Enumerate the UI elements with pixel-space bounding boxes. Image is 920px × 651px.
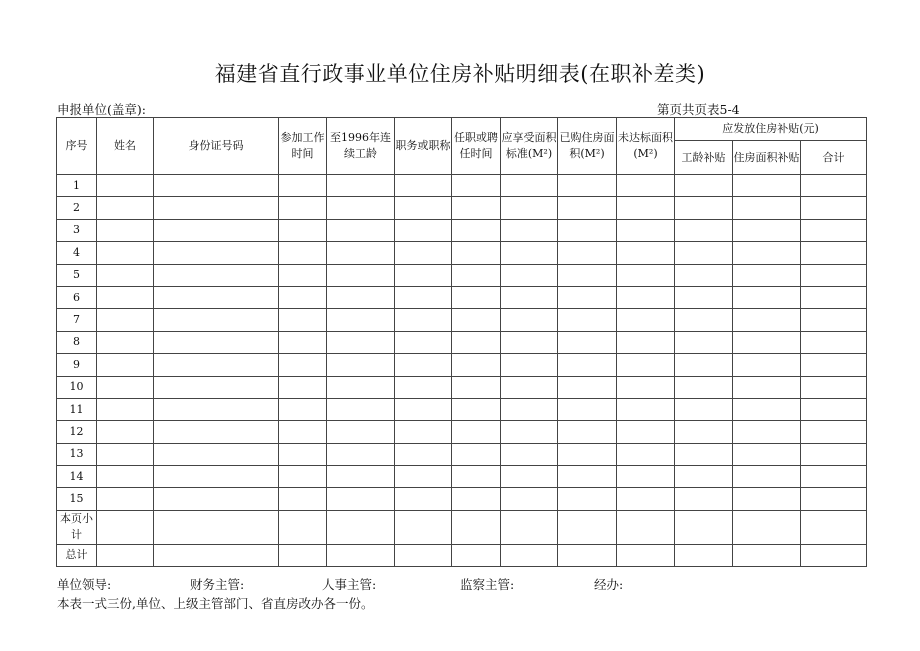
col-std-area-header: 应享受面积标准(M²) [501, 118, 558, 175]
table-cell [733, 421, 801, 443]
subsidy-detail-table [56, 117, 867, 567]
table-cell [617, 286, 675, 308]
table-cell [395, 510, 452, 544]
table-row [57, 421, 867, 443]
table-cell [97, 421, 154, 443]
row-label: 14 [69, 469, 84, 483]
table-cell [501, 309, 558, 331]
row-label-cell [57, 264, 97, 286]
table-cell [733, 398, 801, 420]
row-label-cell [57, 421, 97, 443]
page-title: 福建省直行政事业单位住房补贴明细表(在职补差类) [214, 62, 706, 86]
table-cell [452, 219, 501, 241]
table-cell [675, 398, 733, 420]
table-cell [154, 175, 279, 197]
table-cell [97, 219, 154, 241]
table-cell [558, 331, 617, 353]
table-cell [452, 264, 501, 286]
total-row [57, 544, 867, 566]
table-cell [154, 354, 279, 376]
table-cell [154, 264, 279, 286]
row-label: 总计 [65, 548, 88, 562]
leader-signature-label: 单位领导: [57, 577, 112, 592]
table-cell [279, 466, 327, 488]
table-cell [733, 510, 801, 544]
table-cell [675, 354, 733, 376]
table-cell [395, 286, 452, 308]
col-sub-area-header: 住房面积补贴 [733, 141, 801, 175]
table-cell [501, 286, 558, 308]
table-cell [327, 264, 395, 286]
table-cell [558, 219, 617, 241]
table-cell [801, 544, 867, 566]
table-cell [801, 286, 867, 308]
row-label-cell [57, 376, 97, 398]
finance-signature-label: 财务主管: [190, 577, 245, 592]
table-cell [97, 376, 154, 398]
table-row [57, 443, 867, 465]
table-cell [327, 488, 395, 510]
table-cell [733, 286, 801, 308]
table-cell [395, 488, 452, 510]
table-cell [617, 354, 675, 376]
table-cell [279, 286, 327, 308]
table-cell [279, 175, 327, 197]
table-row [57, 197, 867, 219]
handler-signature-label: 经办: [594, 577, 624, 592]
table-cell [675, 376, 733, 398]
table-cell [733, 331, 801, 353]
table-cell [327, 398, 395, 420]
table-cell [617, 376, 675, 398]
table-cell [558, 376, 617, 398]
col-subsidy-group-header: 应发放住房补贴(元) [675, 118, 867, 141]
table-cell [501, 331, 558, 353]
table-cell [675, 421, 733, 443]
table-cell [617, 331, 675, 353]
table-cell [154, 331, 279, 353]
table-cell [617, 488, 675, 510]
row-label: 7 [73, 313, 80, 327]
table-cell [395, 421, 452, 443]
table-cell [327, 331, 395, 353]
col-appoint-time-header: 任职或聘任时间 [452, 118, 501, 175]
table-cell [97, 466, 154, 488]
table-cell [675, 242, 733, 264]
table-cell [558, 544, 617, 566]
table-cell [327, 510, 395, 544]
distribution-note: 本表一式三份,单位、上级主管部门、省直房改办各一份。 [57, 596, 374, 611]
table-cell [501, 354, 558, 376]
table-cell [675, 466, 733, 488]
table-cell [801, 175, 867, 197]
row-label: 15 [69, 492, 84, 506]
table-cell [617, 175, 675, 197]
table-cell [97, 175, 154, 197]
table-cell [327, 544, 395, 566]
table-cell [501, 197, 558, 219]
table-cell [452, 286, 501, 308]
table-cell [97, 197, 154, 219]
col-id-header: 身份证号码 [154, 118, 279, 175]
table-cell [558, 488, 617, 510]
table-cell [97, 264, 154, 286]
table-cell [327, 443, 395, 465]
table-cell [501, 544, 558, 566]
table-cell [279, 219, 327, 241]
table-cell [395, 264, 452, 286]
table-cell [154, 197, 279, 219]
table-cell [452, 544, 501, 566]
table-cell [452, 175, 501, 197]
row-label: 8 [73, 335, 80, 349]
table-row [57, 488, 867, 510]
table-cell [675, 544, 733, 566]
row-label-cell [57, 286, 97, 308]
table-cell [327, 376, 395, 398]
table-cell [279, 376, 327, 398]
table-cell [97, 510, 154, 544]
table-cell [501, 242, 558, 264]
row-label: 1 [73, 178, 80, 192]
table-cell [501, 264, 558, 286]
table-cell [801, 219, 867, 241]
table-cell [675, 264, 733, 286]
table-cell [97, 443, 154, 465]
table-cell [801, 466, 867, 488]
table-cell [395, 242, 452, 264]
table-cell [154, 510, 279, 544]
row-label: 2 [73, 201, 80, 215]
table-cell [154, 443, 279, 465]
table-cell [558, 175, 617, 197]
row-label: 6 [73, 290, 80, 304]
table-cell [558, 242, 617, 264]
table-cell [733, 466, 801, 488]
table-cell [558, 197, 617, 219]
table-cell [675, 286, 733, 308]
col-sub-total-header: 合计 [801, 141, 867, 175]
table-cell [801, 331, 867, 353]
table-cell [675, 331, 733, 353]
row-label-cell [57, 175, 97, 197]
table-cell [733, 309, 801, 331]
table-cell [279, 264, 327, 286]
table-cell [279, 443, 327, 465]
table-cell [733, 488, 801, 510]
table-row [57, 466, 867, 488]
table-row [57, 286, 867, 308]
page-info: 第页共页表5-4 [657, 102, 740, 117]
col-bought-area-header: 已购住房面积(M²) [558, 118, 617, 175]
table-cell [452, 197, 501, 219]
col-title-header: 职务或职称 [395, 118, 452, 175]
table-cell [558, 510, 617, 544]
table-cell [733, 264, 801, 286]
table-cell [801, 309, 867, 331]
table-cell [279, 354, 327, 376]
table-cell [279, 242, 327, 264]
table-cell [395, 309, 452, 331]
table-cell [617, 421, 675, 443]
table-cell [97, 354, 154, 376]
table-cell [279, 197, 327, 219]
table-cell [279, 510, 327, 544]
row-label: 11 [69, 402, 84, 416]
table-cell [395, 466, 452, 488]
table-cell [617, 398, 675, 420]
table-cell [279, 488, 327, 510]
table-cell [395, 331, 452, 353]
table-cell [452, 376, 501, 398]
table-cell [501, 510, 558, 544]
table-cell [733, 197, 801, 219]
table-cell [801, 264, 867, 286]
row-label-cell [57, 331, 97, 353]
table-cell [617, 242, 675, 264]
row-label: 13 [69, 447, 84, 461]
table-cell [501, 488, 558, 510]
table-cell [617, 443, 675, 465]
table-row [57, 376, 867, 398]
col-work-start-header: 参加工作时间 [279, 118, 327, 175]
table-row [57, 219, 867, 241]
table-cell [801, 510, 867, 544]
table-cell [395, 219, 452, 241]
table-cell [733, 376, 801, 398]
row-label-cell [57, 488, 97, 510]
table-cell [452, 488, 501, 510]
table-cell [154, 242, 279, 264]
table-row [57, 331, 867, 353]
table-cell [617, 544, 675, 566]
table-cell [801, 443, 867, 465]
table-cell [154, 398, 279, 420]
table-cell [733, 354, 801, 376]
row-label-cell [57, 354, 97, 376]
table-cell [327, 466, 395, 488]
subtotal-row [57, 510, 867, 544]
row-label-cell [57, 242, 97, 264]
table-cell [452, 510, 501, 544]
table-cell [733, 544, 801, 566]
table-cell [327, 219, 395, 241]
table-cell [279, 544, 327, 566]
table-cell [501, 466, 558, 488]
supervision-signature-label: 监察主管: [460, 577, 515, 592]
table-row [57, 398, 867, 420]
table-cell [501, 421, 558, 443]
table-cell [558, 398, 617, 420]
table-cell [501, 219, 558, 241]
table-cell [801, 354, 867, 376]
table-cell [675, 309, 733, 331]
table-cell [452, 331, 501, 353]
table-cell [154, 466, 279, 488]
row-label-cell [57, 398, 97, 420]
table-cell [395, 354, 452, 376]
table-cell [154, 544, 279, 566]
col-short-area-header: 未达标面积(M²) [617, 118, 675, 175]
table-cell [327, 242, 395, 264]
table-row [57, 175, 867, 197]
table-cell [97, 242, 154, 264]
table-cell [617, 197, 675, 219]
table-cell [97, 488, 154, 510]
table-cell [154, 286, 279, 308]
table-cell [801, 421, 867, 443]
table-cell [617, 219, 675, 241]
row-label: 本页小计 [60, 512, 93, 542]
reporting-unit-label: 申报单位(盖章): [57, 102, 146, 117]
table-cell [558, 264, 617, 286]
table-row [57, 309, 867, 331]
table-cell [452, 398, 501, 420]
table-cell [617, 510, 675, 544]
table-cell [733, 443, 801, 465]
row-label-cell [57, 219, 97, 241]
row-label-cell [57, 544, 97, 566]
table-cell [675, 488, 733, 510]
table-cell [154, 376, 279, 398]
table-cell [327, 197, 395, 219]
table-cell [154, 421, 279, 443]
table-cell [675, 197, 733, 219]
col-sub-seniority-header: 工龄补贴 [675, 141, 733, 175]
table-cell [801, 242, 867, 264]
table-cell [395, 376, 452, 398]
table-cell [279, 421, 327, 443]
table-row [57, 354, 867, 376]
col-seq-header: 序号 [57, 118, 97, 175]
table-cell [733, 242, 801, 264]
table-cell [452, 421, 501, 443]
row-label-cell [57, 510, 97, 544]
table-cell [801, 488, 867, 510]
row-label: 12 [69, 424, 84, 438]
table-row [57, 264, 867, 286]
table-cell [801, 197, 867, 219]
table-cell [675, 175, 733, 197]
table-cell [327, 354, 395, 376]
table-cell [617, 309, 675, 331]
table-cell [452, 242, 501, 264]
table-cell [395, 544, 452, 566]
table-cell [327, 421, 395, 443]
row-label-cell [57, 309, 97, 331]
table-cell [558, 354, 617, 376]
table-cell [558, 466, 617, 488]
table-cell [327, 286, 395, 308]
row-label-cell [57, 197, 97, 219]
table-cell [558, 286, 617, 308]
row-label: 3 [73, 223, 80, 237]
table-cell [558, 309, 617, 331]
table-cell [279, 398, 327, 420]
table-cell [279, 309, 327, 331]
row-label: 10 [69, 380, 84, 394]
table-cell [452, 309, 501, 331]
table-cell [617, 466, 675, 488]
personnel-signature-label: 人事主管: [322, 577, 377, 592]
row-label: 5 [73, 268, 80, 282]
table-cell [279, 331, 327, 353]
table-cell [395, 443, 452, 465]
table-cell [395, 175, 452, 197]
table-cell [558, 421, 617, 443]
table-cell [154, 309, 279, 331]
row-label-cell [57, 443, 97, 465]
row-label: 9 [73, 357, 80, 371]
table-cell [675, 443, 733, 465]
table-cell [558, 443, 617, 465]
row-label: 4 [73, 245, 80, 259]
table-row [57, 242, 867, 264]
table-cell [452, 466, 501, 488]
table-cell [154, 219, 279, 241]
table-cell [97, 398, 154, 420]
col-seniority-header: 至1996年连续工龄 [327, 118, 395, 175]
table-cell [675, 510, 733, 544]
table-cell [501, 175, 558, 197]
table-cell [452, 354, 501, 376]
table-cell [801, 376, 867, 398]
table-cell [395, 197, 452, 219]
table-cell [801, 398, 867, 420]
table-cell [97, 331, 154, 353]
table-cell [327, 175, 395, 197]
table-cell [97, 544, 154, 566]
table-cell [733, 175, 801, 197]
table-cell [675, 219, 733, 241]
table-cell [501, 443, 558, 465]
table-cell [97, 309, 154, 331]
table-cell [501, 398, 558, 420]
table-cell [327, 309, 395, 331]
col-name-header: 姓名 [97, 118, 154, 175]
table-cell [733, 219, 801, 241]
table-cell [452, 443, 501, 465]
table-cell [501, 376, 558, 398]
table-cell [97, 286, 154, 308]
table-cell [395, 398, 452, 420]
row-label-cell [57, 466, 97, 488]
table-cell [617, 264, 675, 286]
table-cell [154, 488, 279, 510]
